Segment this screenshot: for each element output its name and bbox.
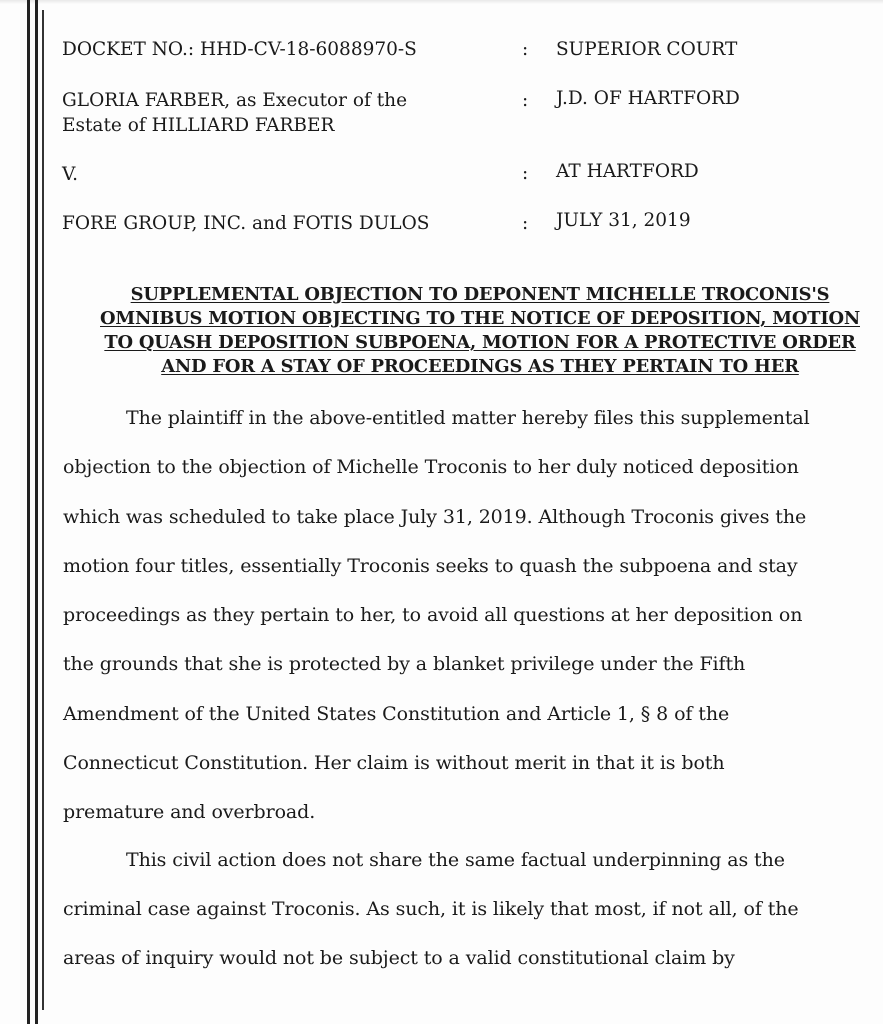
body-text-line: This civil action does not share the same factual underpinning as the: [126, 849, 785, 871]
defendants: FORE GROUP, INC. and FOTIS DULOS: [62, 213, 430, 234]
document-title: [60, 283, 883, 379]
caption-colon: :: [522, 39, 529, 60]
body-text-line: The plaintiff in the above-entitled matter hereby files this supplemental: [126, 407, 810, 429]
plaintiff-line-1: GLORIA FARBER, as Executor of the: [62, 90, 408, 111]
caption-colon: :: [522, 90, 529, 111]
body-text-line: areas of inquiry would not be subject to a valid constitutional claim by: [63, 947, 735, 969]
court-location: AT HARTFORD: [556, 161, 699, 182]
margin-rule-inner: [42, 10, 44, 1010]
body-text-line: the grounds that she is protected by a blanket privilege under the Fifth: [63, 653, 746, 675]
body-text-line: criminal case against Troconis. As such, it is likely that most, if not all, of the: [63, 898, 799, 920]
body-text-line: objection to the objection of Michelle Troconis to her duly noticed deposition: [63, 456, 799, 478]
body-text-line: Amendment of the United States Constitution and Article 1, § 8 of the: [63, 703, 730, 725]
filing-date: JULY 31, 2019: [556, 210, 691, 231]
caption-colon: :: [522, 163, 529, 184]
body-text-line: proceedings as they pertain to her, to avoid all questions at her deposition on: [63, 604, 803, 626]
plaintiff-line-2: Estate of HILLIARD FARBER: [62, 115, 335, 136]
title-line: SUPPLEMENTAL OBJECTION TO DEPONENT MICHELLE TROCONIS'S: [130, 284, 830, 305]
margin-rule-middle: [35, 0, 38, 1024]
court-name: SUPERIOR COURT: [556, 39, 738, 60]
body-text-line: Connecticut Constitution. Her claim is without merit in that it is both: [63, 752, 725, 774]
body-text-line: which was scheduled to take place July 31, 2019. Although Troconis gives the: [63, 506, 807, 528]
title-line: TO QUASH DEPOSITION SUBPOENA, MOTION FOR A PROTECTIVE ORDER: [104, 332, 856, 353]
body-text-line: premature and overbroad.: [63, 801, 316, 823]
body-text-line: motion four titles, essentially Troconis seeks to quash the subpoena and stay: [63, 555, 798, 577]
docket-number: DOCKET NO.: HHD-CV-18-6088970-S: [62, 39, 417, 60]
page-top-edge: [0, 0, 883, 4]
versus: V.: [62, 164, 79, 185]
caption-colon: :: [522, 213, 529, 234]
title-line: AND FOR A STAY OF PROCEEDINGS AS THEY PERTAIN TO HER: [161, 356, 799, 377]
title-line: OMNIBUS MOTION OBJECTING TO THE NOTICE OF DEPOSITION, MOTION: [100, 308, 860, 329]
margin-rule-outer: [27, 0, 30, 1024]
judicial-district: J.D. OF HARTFORD: [556, 88, 740, 109]
